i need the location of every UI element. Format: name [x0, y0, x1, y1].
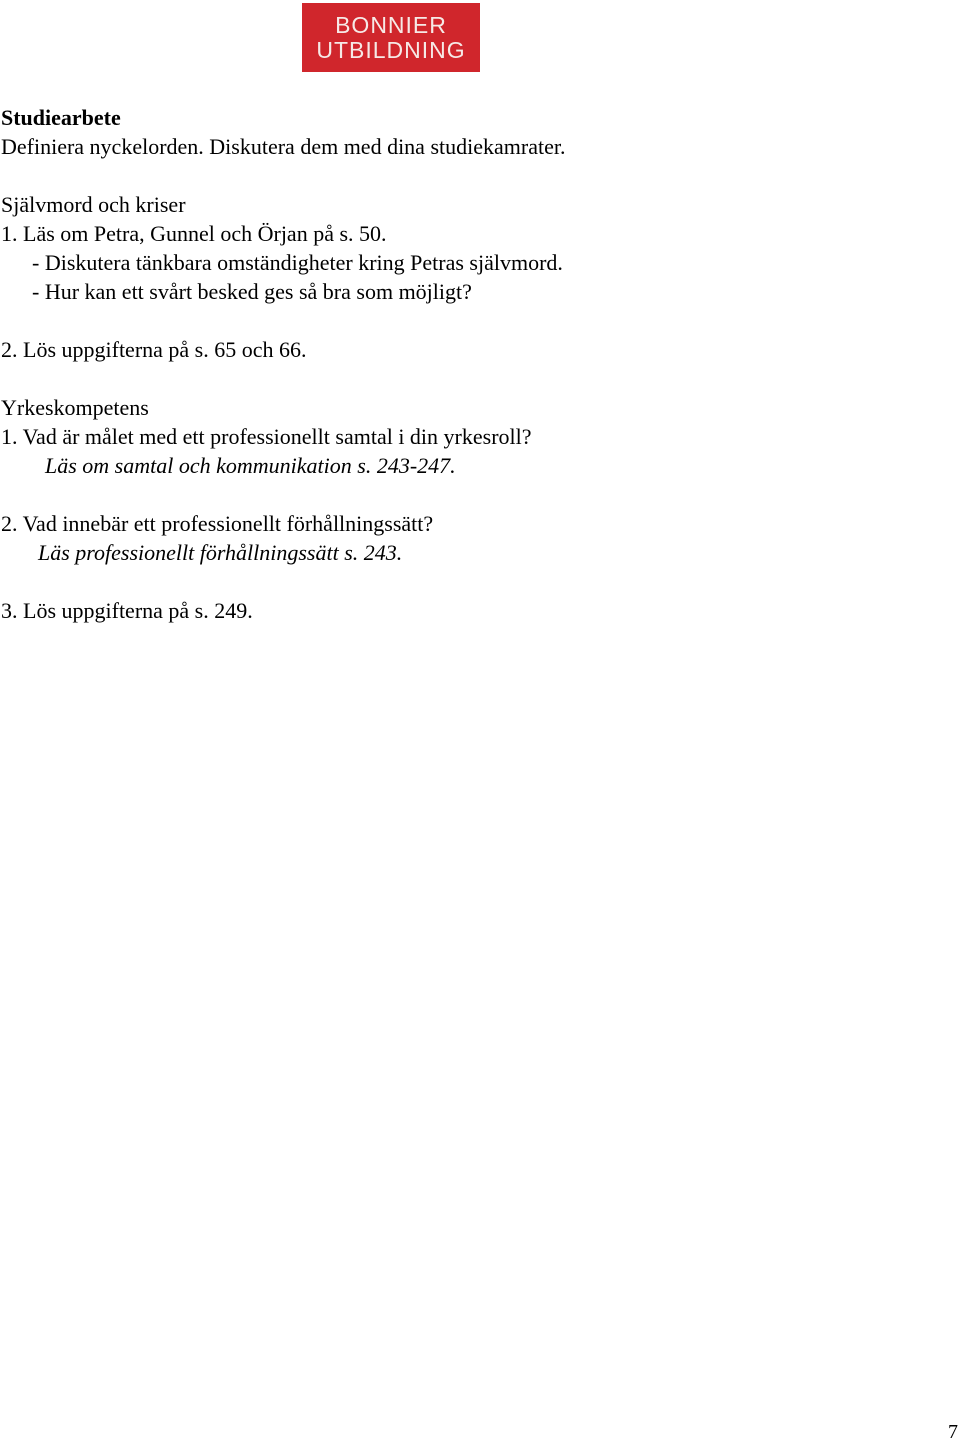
section1-item-1-sub-2: - Hur kan ett svårt besked ges så bra som möjligt? — [32, 279, 472, 304]
section2-item-2-reference: Läs professionellt förhållningssätt s. 243. — [38, 540, 403, 565]
section2-item-1-reference: Läs om samtal och kommunikation s. 243-247. — [45, 453, 456, 478]
section-title-sjalvmord: Självmord och kriser — [1, 192, 186, 217]
logo-line-1: BONNIER — [335, 11, 447, 38]
bonnier-utbildning-logo — [302, 3, 480, 72]
section1-item-1: 1. Läs om Petra, Gunnel och Örjan på s. 50. — [1, 221, 387, 246]
logo-line-2: UTBILDNING — [316, 36, 466, 63]
section1-item-2: 2. Lös uppgifterna på s. 65 och 66. — [1, 337, 307, 362]
intro-text: Definiera nyckelorden. Diskutera dem med dina studiekamrater. — [1, 134, 566, 159]
section2-item-2: 2. Vad innebär ett professionellt förhållningssätt? — [1, 511, 434, 536]
page-number: 7 — [948, 1421, 958, 1443]
section1-item-1-sub-1: - Diskutera tänkbara omständigheter kring Petras självmord. — [32, 250, 563, 275]
section2-item-3: 3. Lös uppgifterna på s. 249. — [1, 598, 253, 623]
section2-item-1: 1. Vad är målet med ett professionellt samtal i din yrkesroll? — [1, 424, 532, 449]
heading-studiearbete: Studiearbete — [1, 105, 121, 130]
section-title-yrkeskompetens: Yrkeskompetens — [1, 395, 149, 420]
